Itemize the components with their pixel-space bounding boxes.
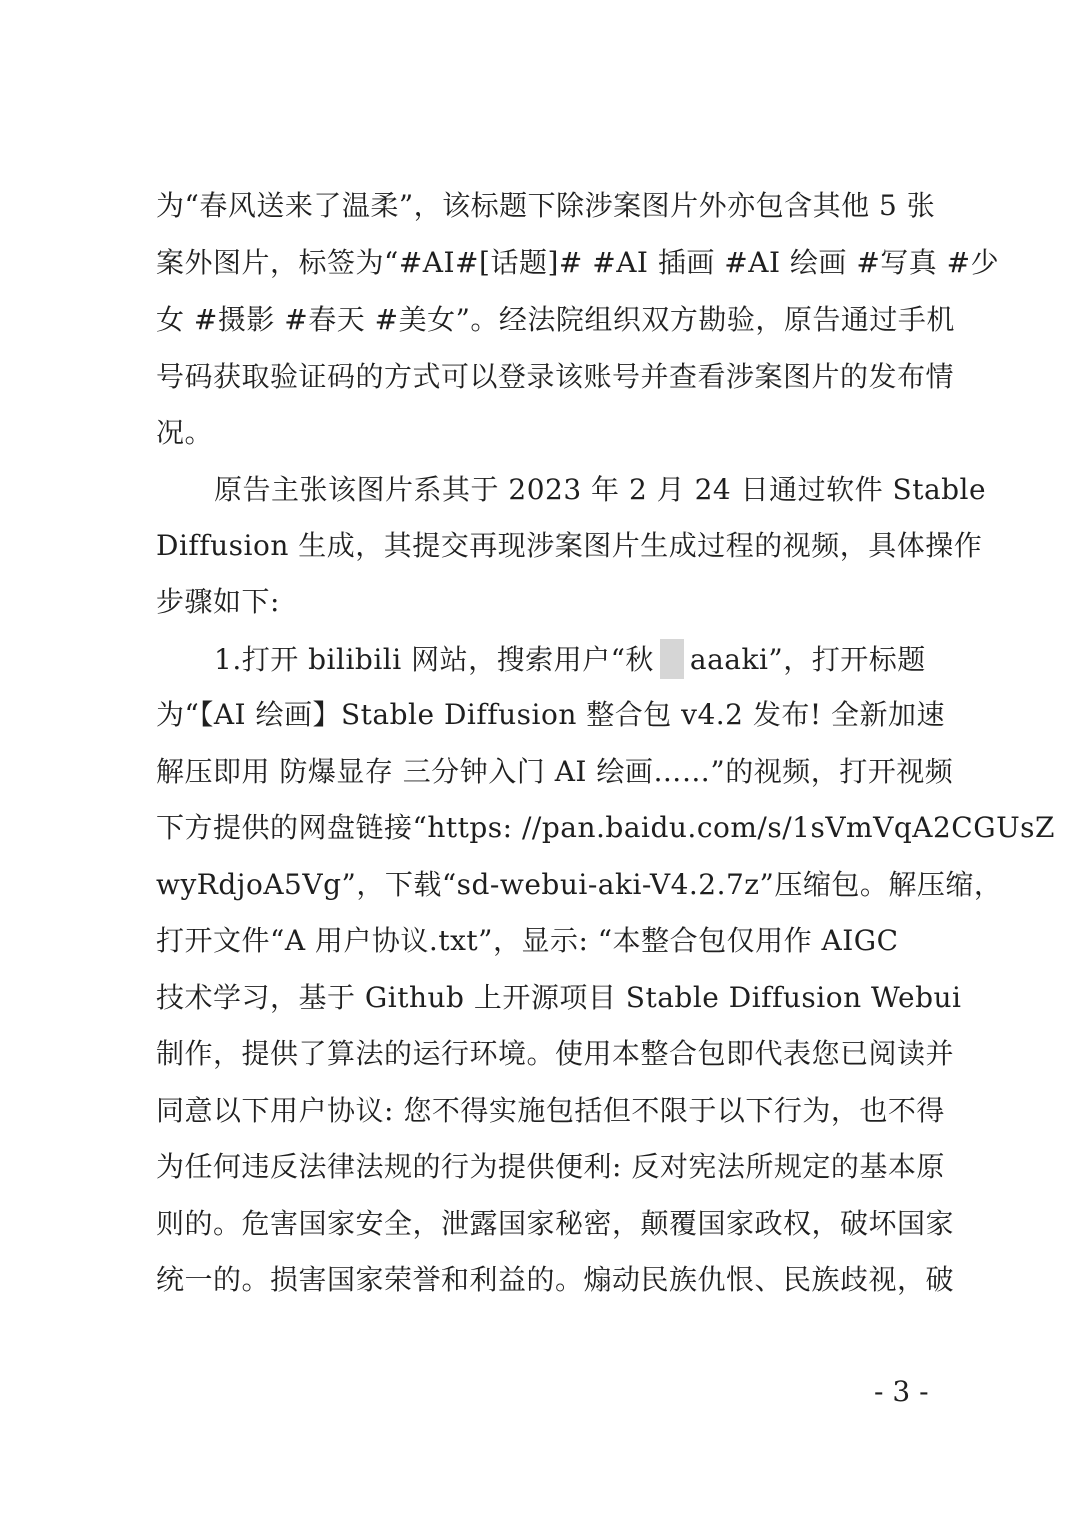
body-line: 解压即用 防爆显存 三分钟入门 AI 绘画……”的视频，打开视频: [156, 755, 954, 788]
body-line: 号码获取验证码的方式可以登录该账号并查看涉案图片的发布情: [156, 360, 955, 393]
body-line: 制作，提供了算法的运行环境。使用本整合包即代表您已阅读并: [156, 1037, 955, 1070]
body-line: 同意以下用户协议: 您不得实施包括但不限于以下行为，也不得: [156, 1094, 945, 1127]
body-line: 为任何违反法律法规的行为提供便利: 反对宪法所规定的基本原: [156, 1150, 945, 1183]
body-line: 步骤如下:: [156, 585, 280, 618]
body-line: 打开文件“A 用户协议.txt”，显示: “本整合包仅用作 AIGC: [156, 924, 899, 957]
step-line-before: 1.打开 bilibili 网站，搜索用户“秋: [214, 643, 654, 676]
body-line: 技术学习，基于 Github 上开源项目 Stable Diffusion Webui: [156, 981, 962, 1014]
redaction-block: [660, 639, 684, 679]
body-line: 为“春风送来了温柔”，该标题下除涉案图片外亦包含其他 5 张: [156, 189, 936, 222]
body-line: 则的。危害国家安全，泄露国家秘密，颠覆国家政权，破坏国家: [156, 1207, 955, 1240]
body-line: 统一的。损害国家荣誉和利益的。煽动民族仇恨、民族歧视，破: [156, 1263, 955, 1296]
step-line: [214, 639, 926, 680]
body-line: 况。: [156, 416, 214, 449]
body-line: 原告主张该图片系其于 2023 年 2 月 24 日通过软件 Stable: [214, 473, 987, 506]
body-line: 女 #摄影 #春天 #美女”。经法院组织双方勘验，原告通过手机: [156, 303, 955, 336]
body-line: Diffusion 生成，其提交再现涉案图片生成过程的视频，具体操作: [156, 529, 983, 562]
body-line: 为“【AI 绘画】Stable Diffusion 整合包 v4.2 发布! 全新加速: [156, 698, 946, 731]
body-line: 下方提供的网盘链接“https: //pan.baidu.com/s/1sVmVqA2CGUsZ: [156, 811, 1056, 844]
page-number: - 3 -: [874, 1375, 929, 1408]
body-line: wyRdjoA5Vg”，下载“sd-webui-aki-V4.2.7z”压缩包。解压缩，: [156, 868, 1003, 901]
body-line: 案外图片，标签为“#AI#[话题]# #AI 插画 #AI 绘画 #写真 #少: [156, 246, 1000, 279]
step-line-after: aaaki”，打开标题: [689, 643, 926, 676]
